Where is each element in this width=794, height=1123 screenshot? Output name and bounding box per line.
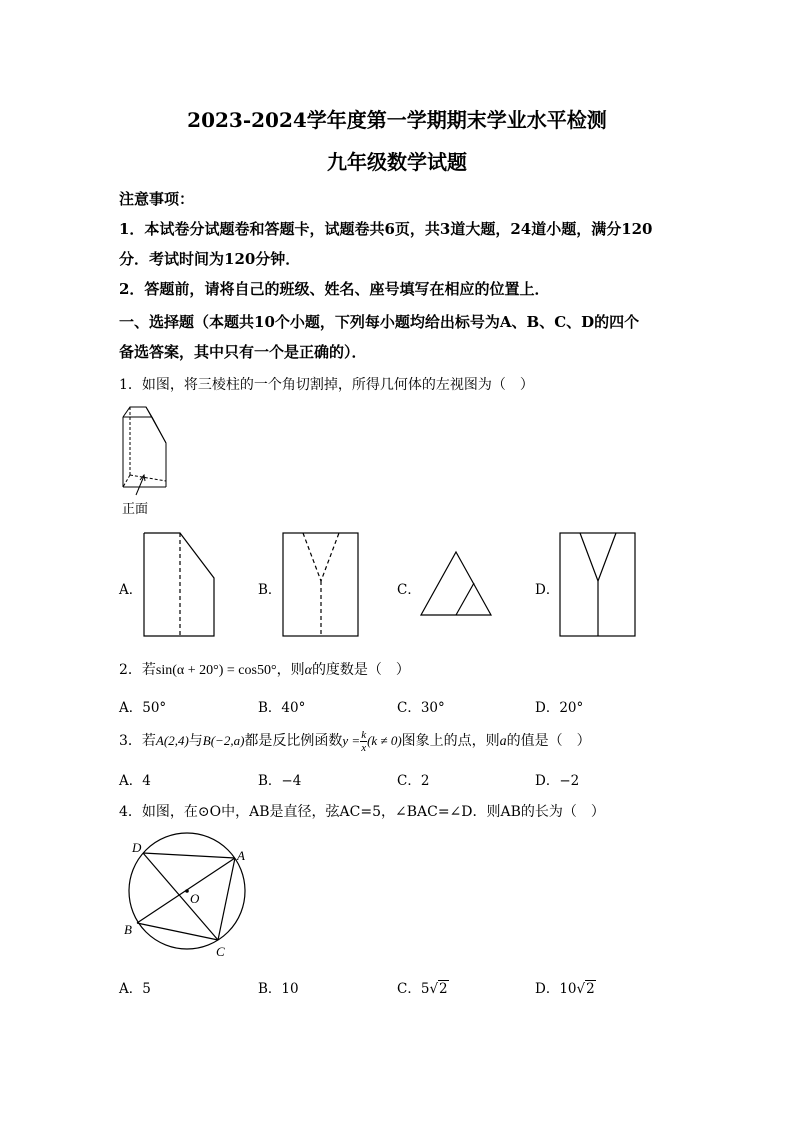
- q4-option-b-value: 10: [281, 981, 299, 997]
- q1-option-d-figure: [557, 531, 639, 641]
- q4-option-c-prefix: C．: [397, 981, 421, 997]
- q2-option-b: B．40°: [258, 700, 306, 716]
- q4-label-o: O: [190, 891, 200, 906]
- q4-option-d-sqrt: √2: [576, 981, 595, 997]
- q3-stem-suffix: 的值是（ ）: [506, 733, 591, 749]
- q4-option-a-prefix: A．: [119, 981, 143, 997]
- q4-option-c: [397, 977, 449, 997]
- q4-stem: 4．如图，在⊙O中，AB是直径，弦AC=5，∠BAC=∠D．则AB的长为（ ）: [119, 804, 605, 820]
- q3-stem-prefix: 3．若: [119, 733, 156, 749]
- q3-point-b: B(−2,a): [202, 733, 245, 748]
- q3-stem: [119, 726, 591, 757]
- q3-condition: (k ≠ 0): [367, 733, 402, 748]
- q4-option-d-prefix: D．: [535, 981, 560, 997]
- q3-conj: 与: [188, 733, 203, 749]
- q4-option-c-sqrt: √2: [429, 981, 448, 997]
- q3-point-a: A(2,4): [155, 733, 189, 748]
- q2-stem-mid: ，则: [276, 662, 305, 678]
- q3-option-a: A．4: [119, 773, 151, 789]
- q3-frac-den: x: [361, 741, 367, 754]
- q3-func-lhs: y =: [342, 733, 361, 748]
- notes-item-1-line-2: 分．考试时间为120分钟．: [119, 250, 301, 268]
- q3-stem-mid: 都是反比例函数: [244, 733, 343, 749]
- notes-item-1-line-1: 1．本试卷分试题卷和答题卡，试题卷共6页，共3道大题，24道小题，满分120: [119, 220, 653, 238]
- q2-stem: [119, 659, 410, 679]
- q3-frac-num: k: [361, 728, 367, 741]
- exam-title: 2023-2024学年度第一学期期末学业水平检测: [187, 108, 607, 132]
- q2-option-d: D．20°: [535, 700, 584, 716]
- section-1-line-1: 一、选择题（本题共10个小题，下列每小题均给出标号为A、B、C、D的四个: [119, 313, 640, 331]
- q1-figure-label: 正面: [122, 502, 149, 517]
- q4-label-b: B: [124, 922, 132, 937]
- q1-option-c-figure: [418, 550, 494, 620]
- q2-equation: sin(α + 20°) = cos50°: [155, 663, 277, 678]
- notes-item-2: 2．答题前，请将自己的班级、姓名、座号填写在相应的位置上．: [119, 280, 550, 298]
- q2-variable: α: [304, 663, 312, 678]
- q4-label-d: D: [132, 840, 142, 855]
- q4-option-d-sqrt-arg: 2: [586, 981, 595, 997]
- q4-option-b-prefix: B．: [258, 981, 282, 997]
- q3-stem-mid2: 图象上的点，则: [401, 733, 500, 749]
- q4-option-c-sqrt-arg: 2: [439, 981, 448, 997]
- q4-circle-figure: [120, 836, 270, 966]
- q3-option-b: B．−4: [258, 773, 302, 789]
- q4-label-a: A: [237, 848, 245, 863]
- q4-option-a-value: 5: [142, 981, 151, 997]
- q4-option-a: [119, 977, 151, 997]
- q2-option-c: C．30°: [397, 700, 445, 716]
- q1-option-c-label: C．: [397, 582, 421, 598]
- q4-label-c: C: [216, 944, 225, 959]
- q2-option-a: A．50°: [119, 700, 167, 716]
- q3-option-c: C．2: [397, 773, 430, 789]
- q1-option-b-figure: [280, 531, 362, 641]
- section-1-line-2: 备选答案，其中只有一个是正确的）．: [119, 343, 367, 361]
- q4-option-d-value: 10: [559, 981, 577, 997]
- q1-option-d-label: D．: [535, 582, 560, 598]
- q4-option-d: [535, 977, 596, 997]
- q4-option-c-value: 5: [420, 981, 430, 997]
- exam-subtitle: 九年级数学试题: [327, 150, 467, 174]
- q1-stem: 1．如图，将三棱柱的一个角切割掉，所得几何体的左视图为（ ）: [119, 377, 534, 393]
- q1-option-a-label: A．: [119, 582, 143, 598]
- q2-stem-suffix: 的度数是（ ）: [311, 662, 410, 678]
- q1-option-a-figure: [140, 531, 220, 641]
- q3-option-d: D．−2: [535, 773, 580, 789]
- notes-heading: 注意事项：: [119, 190, 195, 208]
- q4-option-b: [258, 977, 299, 997]
- q1-option-b-label: B．: [258, 582, 282, 598]
- q3-variable: a: [499, 734, 507, 749]
- q2-stem-prefix: 2．若: [119, 662, 156, 678]
